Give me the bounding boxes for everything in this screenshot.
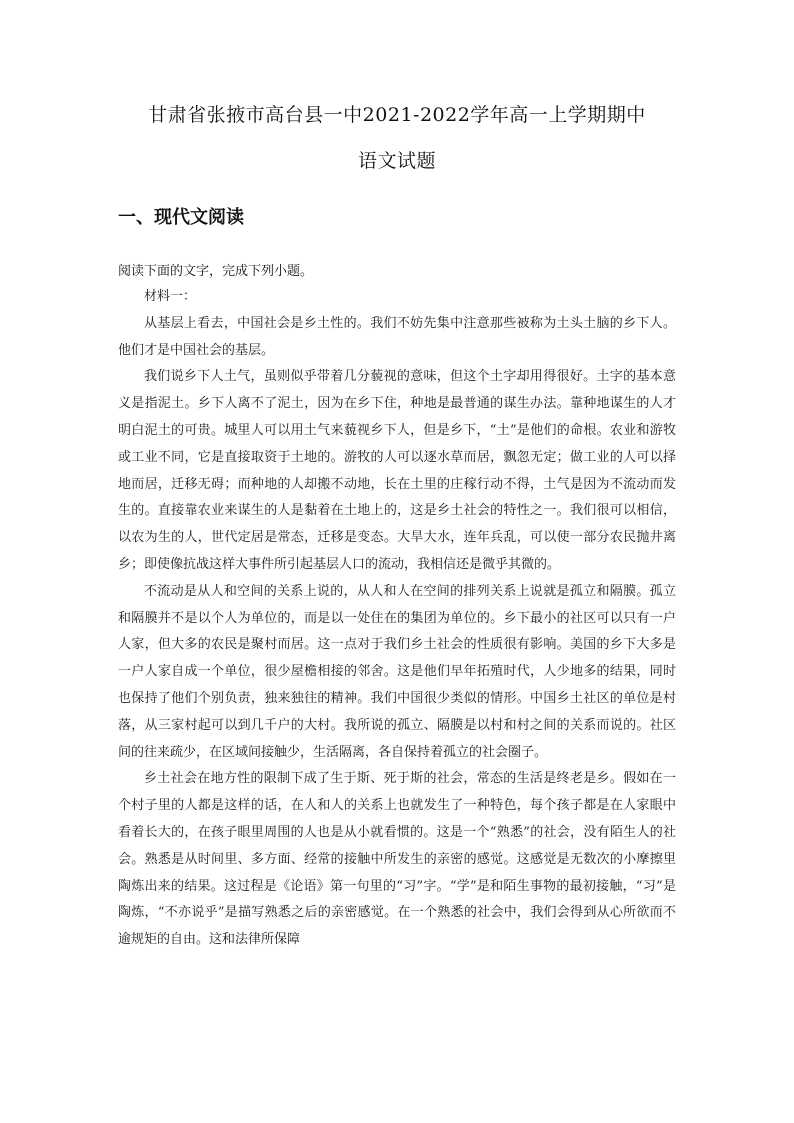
reading-instruction: 阅读下面的文字，完成下列小题。 <box>118 264 314 279</box>
section-heading: 一、现代文阅读 <box>118 207 244 228</box>
document-title-line-2: 语文试题 <box>357 150 436 172</box>
passage-paragraph-4: 乡土社会在地方性的限制下成了生于斯、死于斯的社会，常态的生活是终老是乡。假如在一个村子里的人都是这样的话，在人和人的关系上也就发生了一种特色，每个孩子都是在人家眼中看着长大的，在孩子眼里周围的人也是从小就看惯的。这是一个“熟悉”的社会，没有陌生人的社会。熟悉是从时间里、多方面、经常的接触中所发生的亲密的感觉。这感觉是无数次的小摩擦里陶炼出来的结果。这过程是《论语》第一句里的“习”字。“学”是和陌生事物的最初接触，“习”是陶炼，“不亦说乎”是描写熟悉之后的亲密感觉。在一个熟悉的社会中，我们会得到从心所欲而不逾规矩的自由。这和法律所保障 <box>118 771 676 948</box>
material-label: 材料一： <box>144 289 197 304</box>
document-title-line-1: 甘肃省张掖市高台县一中2021-2022学年高一上学期期中 <box>148 104 646 126</box>
passage-paragraph-3: 不流动是从人和空间的关系上说的，从人和人在空间的排列关系上说就是孤立和隔膜。孤立和隔膜并不是以个人为单位的，而是以一处住在的集团为单位的。乡下最小的社区可以只有一户人家，但大多的农民是聚村而居。这一点对于我们乡土社会的性质很有影响。美国的乡下大多是一户人家自成一个单位，很少屋檐相接的邻舍。这是他们早年拓殖时代，人少地多的结果，同时也保持了他们个别负责，独来独往的精神。我们中国很少类似的情形。中国乡土社区的单位是村落，从三家村起可以到几千户的大村。我所说的孤立、隔膜是以村和村之间的关系而说的。社区间的往来疏少，在区域间接触少，生活隔离，各自保持着孤立的社会圈子。 <box>118 583 676 760</box>
passage-paragraph-2: 我们说乡下人土气，虽则似乎带着几分藐视的意味，但这个土字却用得很好。土字的基本意义是指泥土。乡下人离不了泥土，因为在乡下住，种地是最普通的谋生办法。靠种地谋生的人才明白泥土的可贵。城里人可以用土气来藐视乡下人，但是乡下，“土”是他们的命根。农业和游牧或工业不同，它是直接取资于土地的。游牧的人可以逐水草而居，飘忽无定；做工业的人可以择地而居，迁移无碍；而种地的人却搬不动地，长在土里的庄稼行动不得，土气是因为不流动而发生的。直接靠农业来谋生的人是黏着在土地上的，这是乡土社会的特性之一。我们很可以相信，以农为生的人，世代定居是常态，迁移是变态。大旱大水，连年兵乱，可以使一部分农民抛井离乡；即使像抗战这样大事件所引起基层人口的流动，我相信还是微乎其微的。 <box>118 369 676 572</box>
passage-paragraph-1: 从基层上看去，中国社会是乡土性的。我们不妨先集中注意那些被称为土头土脑的乡下人。他们才是中国社会的基层。 <box>118 315 676 358</box>
reading-passage <box>118 284 676 954</box>
